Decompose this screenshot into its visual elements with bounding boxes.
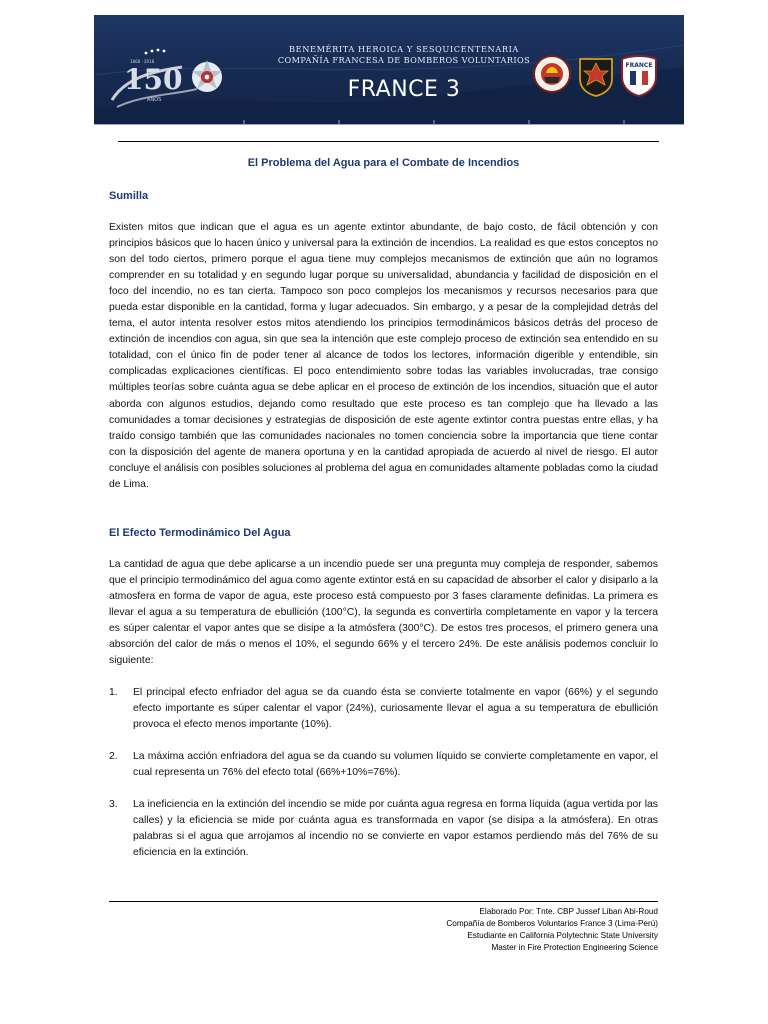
- list-item-number: 2.: [109, 751, 118, 762]
- footer-degree-line: Master in Fire Protection Engineering Science: [491, 943, 658, 952]
- svg-text:1868 · 2018: 1868 · 2018: [130, 59, 155, 64]
- section-body-sumilla: Existen mitos que indican que el agua es un agente extintor abundante, de bajo costo, de fácil obtención y con principios básicos que lo hacen único y universal para la extinción de incendios. La realidad es que estos conceptos no son del todo ciertos, primero porque el agua tiene muy complejos mecanismos de extinción que aún no logramos comprender en su totalidad y en segundo lugar porque su universalidad, abundancia y facilidad de disposición en el foco del incendio, no es tan cierta. Tampoco son poco complejos los mecanismos y recursos necesarios para que pueda estar disponible en la cantidad, forma y lugar adecuados. Sin embargo, y a pesar de la complejidad detrás del tema, el autor intenta resolver estos mitos atendiendo los principios termodinámicos básicos detrás del proceso de extinción de incendios con agua, sin que sea la intención que este complejo proceso de extinción sea entendido en su totalidad, con el único fin de poder tener al alcance de todos los lectores, información digerible y entendible, sin complicadas explicaciones científicas. El poco entendimiento sobre todas las variables involucradas, trae consigo múltiples teorías sobre cuánta agua se debe aplicar en el proceso de extinción de los incendios, situación que el autor aborda con algunos estudios, dejando como resultado que este proceso es tan complejo que ha llevado a las comunidades a tomar decisiones y estrategias de disposición de este agente extintor contra puestas entre ellas, y ha traído consigo también que las comunidades nacionales no tomen conciencia sobre la importancia que tiene contar con la disposición del agente de manera oportuna y en la cantidad apropiada de acuerdo al nivel de riesgo. El autor concluye el análisis con posibles soluciones al problema del agua en comunidades altamente pobladas como la ciudad de Lima.: [109, 222, 658, 490]
- document-title: El Problema del Agua para el Combate de Incendios: [247, 157, 520, 169]
- section-heading-efecto-termodinamico: El Efecto Termodinámico Del Agua: [109, 527, 291, 539]
- header-banner: [94, 15, 684, 125]
- svg-text:AÑOS: AÑOS: [147, 97, 162, 103]
- anniversary-150-logo: [102, 45, 237, 115]
- list-item-text: La máxima acción enfriadora del agua se da cuando su volumen líquido se convierte completamente en vapor, el cual representa un 76% del efecto total (66%+10%=76%).: [133, 751, 658, 779]
- footer-university-line: Estudiante en California Polytechnic State University: [467, 931, 658, 940]
- banner-brand-title: FRANCE 3: [347, 77, 461, 102]
- list-item-text: El principal efecto enfriador del agua se da cuando ésta se convierte totalmente en vapor (66%) y el segundo efecto importante es súper calentar el vapor (24%), curiosamente llevar el agua a su temperatura de ebullición provoca el efecto menos importante (10%).: [133, 687, 658, 731]
- banner-bottom-ticks: [94, 119, 684, 125]
- section-heading-sumilla: Sumilla: [109, 190, 149, 202]
- list-item-number: 3.: [109, 799, 118, 810]
- list-item-text: La ineficiencia en la extinción del incendio se mide por cuánta agua regresa en forma líquida (agua vertida por las calles) y la eficiencia se mide por cuánta agua es transformada en vapor (se disipa a la atmósfera). En otras palabras si el agua que arrojamos al incendio no se convierte en vapor estamos perdiendo más del 76% de su eficiencia en la extinción.: [133, 799, 658, 859]
- banner-heading-line1: BENEMÉRITA HEROICA Y SESQUICENTENARIA: [289, 44, 519, 54]
- banner-heading-line2: COMPAÑÍA FRANCESA DE BOMBEROS VOLUNTARIOS: [277, 55, 531, 65]
- svg-text:150: 150: [124, 63, 183, 96]
- list-item-number: 1.: [109, 687, 118, 698]
- header-divider: [118, 141, 659, 142]
- footer-divider: [109, 901, 658, 902]
- france-shield-badge-icon: [619, 53, 659, 97]
- badge-france-label: FRANCE: [625, 62, 653, 69]
- footer-company-line: Compañía de Bomberos Voluntarios France 3 (Lima-Perú): [446, 919, 658, 928]
- section-body-efecto-termodinamico: La cantidad de agua que debe aplicarse a un incendio puede ser una pregunta muy compleja de responder, sabemos que el principio termodinámico del agua como agente extintor está en su capacidad de absorber el calor y disiparlo a la atmosfera en forma de vapor de agua, este proceso está compuesto por 3 fases claramente definidas. La primera es llevar el agua a su temperatura de ebullición (100°C), la segunda es convertirla completamente en vapor y la tercera es súper calentar el vapor antes que se disipe a la atmósfera (300°C). De estos tres procesos, el primero genera una absorción del calor de más o menos el 10%, el segundo 66% y el tercero 24%. De este análisis podemos concluir lo siguiente:: [109, 559, 658, 667]
- firefighter-shield-badge-icon: [532, 53, 572, 97]
- footer-author-line: Elaborado Por: Tnte. CBP Jussef Liban Abi-Roud: [479, 907, 658, 916]
- author-footer: [446, 906, 658, 954]
- maltese-cross-badge-icon: [576, 53, 616, 97]
